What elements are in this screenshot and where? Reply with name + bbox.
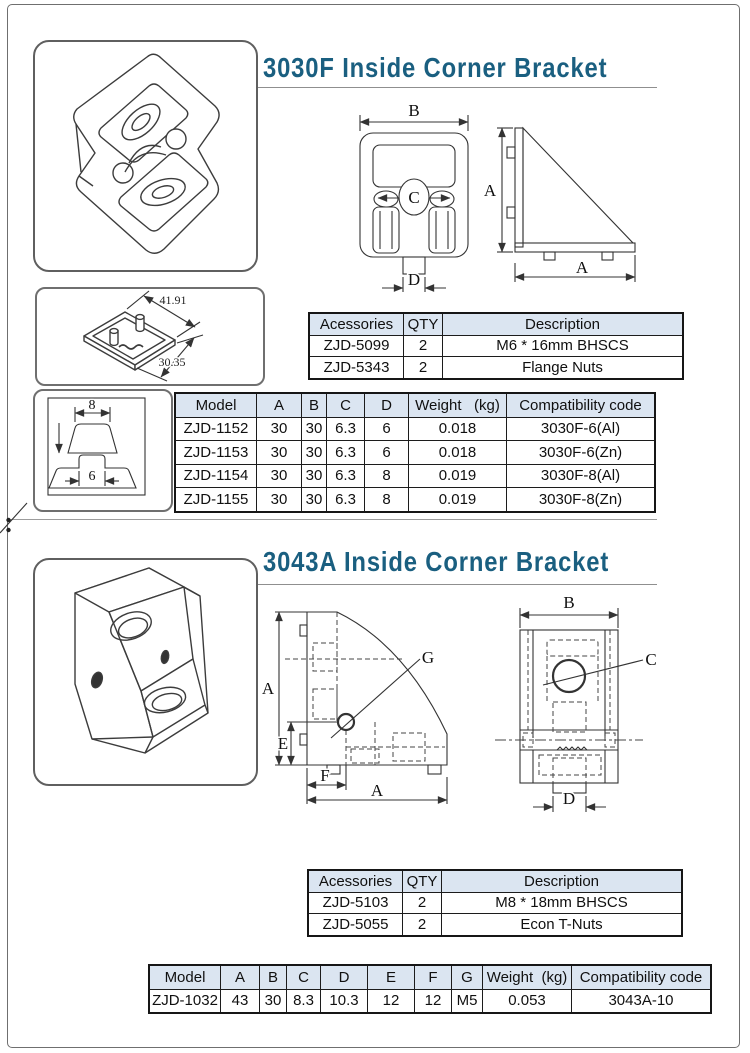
column-header: E (368, 965, 415, 989)
table-cell: 30 (302, 417, 327, 441)
column-header: Description (443, 313, 684, 335)
table-cell: 0.053 (483, 989, 572, 1013)
table-cell: 30 (257, 417, 302, 441)
table-cell: ZJD-1154 (175, 464, 257, 488)
section-divider-line (8, 519, 657, 520)
table-cell: 12 (368, 989, 415, 1013)
table-row (175, 441, 655, 465)
section1-profile-image-box (33, 389, 173, 512)
bracket-3030f-isometric-drawing (35, 42, 256, 270)
column-header: C (327, 393, 365, 417)
table-cell: 3030F-8(Al) (507, 464, 656, 488)
dim-label-C: C (408, 188, 420, 207)
models-table-3030f (174, 392, 656, 513)
dim-label-slot-top: 8 (88, 398, 96, 413)
plate-isometric-drawing (37, 289, 263, 384)
dim-label-plate-width: 30.35 (158, 355, 186, 369)
dim-label-G: G (421, 648, 435, 667)
table-cell: 6 (365, 417, 409, 441)
section1-dimension-drawing (340, 95, 650, 295)
table-cell: Econ T-Nuts (442, 914, 683, 936)
table-cell: 30 (257, 464, 302, 488)
column-header: B (302, 393, 327, 417)
table-cell: 30 (260, 989, 287, 1013)
table-cell: 0.019 (409, 464, 507, 488)
table-cell: 2 (404, 335, 443, 357)
table-cell: 2 (403, 914, 442, 936)
section1-title-underline (255, 87, 657, 88)
dim-label-E: E (277, 734, 289, 753)
table-cell: 3043A-10 (572, 989, 712, 1013)
table-header-row (149, 965, 711, 989)
column-header: Description (442, 870, 683, 892)
column-header: Weight (kg) (483, 965, 572, 989)
dim-label-B: B (408, 101, 420, 120)
table-row (149, 989, 711, 1013)
column-header: Weight (kg) (409, 393, 507, 417)
dim-label-A-horizontal: A (575, 258, 589, 277)
dim-label-plate-length: 41.91 (159, 293, 187, 307)
table-cell: 8.3 (287, 989, 321, 1013)
section1-plate-image-box (35, 287, 265, 386)
bracket-3043a-isometric-drawing (35, 560, 256, 784)
section2-title: 3043A Inside Corner Bracket (263, 546, 610, 577)
table-cell: ZJD-1152 (175, 417, 257, 441)
column-header: Acessories (308, 870, 403, 892)
models-table-3043a (148, 964, 712, 1014)
table-cell: 30 (302, 441, 327, 465)
section1-product-image-box (33, 40, 258, 272)
table-cell: 0.018 (409, 417, 507, 441)
table-row (308, 914, 682, 936)
dim-label-slot-bottom: 6 (88, 469, 96, 484)
dim-label-C2: C (645, 650, 657, 669)
table-cell: 3030F-8(Zn) (507, 488, 656, 512)
section1-title: 3030F Inside Corner Bracket (263, 52, 608, 83)
table-row (175, 417, 655, 441)
column-header: A (257, 393, 302, 417)
table-header-row (175, 393, 655, 417)
table-cell: 6 (365, 441, 409, 465)
table-cell: 3030F-6(Zn) (507, 441, 656, 465)
table-cell: 6.3 (327, 464, 365, 488)
table-row (309, 335, 683, 357)
table-cell: 12 (415, 989, 452, 1013)
dim-label-A-side: A (261, 679, 275, 698)
dim-label-D: D (407, 270, 421, 289)
accessories-table-3043a-grid (307, 869, 683, 937)
accessories-table-3043a (307, 869, 683, 937)
table-cell: ZJD-5103 (308, 892, 403, 914)
table-row (309, 357, 683, 379)
table-cell: ZJD-5343 (309, 357, 404, 379)
column-header: Compatibility code (572, 965, 712, 989)
accessories-table-3030f (308, 312, 684, 380)
accessories-table-3030f-grid (308, 312, 684, 380)
column-header: C (287, 965, 321, 989)
table-cell: 30 (257, 441, 302, 465)
column-header: D (321, 965, 368, 989)
dim-label-A-vertical: A (483, 181, 497, 200)
table-cell: 6.3 (327, 441, 365, 465)
section2-title-underline (255, 584, 657, 585)
table-cell: 30 (302, 488, 327, 512)
table-row (308, 892, 682, 914)
table-cell: 8 (365, 464, 409, 488)
table-header-row (308, 870, 682, 892)
table-cell: ZJD-1032 (149, 989, 221, 1013)
column-header: Compatibility code (507, 393, 656, 417)
table-cell: 6.3 (327, 488, 365, 512)
dim-label-B2: B (563, 593, 575, 612)
table-cell: ZJD-5055 (308, 914, 403, 936)
column-header: Model (175, 393, 257, 417)
table-cell: 0.018 (409, 441, 507, 465)
table-cell: M5 (452, 989, 483, 1013)
slot-profile-drawing (35, 391, 171, 510)
column-header: D (365, 393, 409, 417)
column-header: Model (149, 965, 221, 989)
section2-side-view-drawing (255, 597, 500, 815)
column-header: QTY (403, 870, 442, 892)
table-cell: 0.019 (409, 488, 507, 512)
table-row (175, 488, 655, 512)
column-header: G (452, 965, 483, 989)
column-header: A (221, 965, 260, 989)
dim-label-A-base: A (370, 781, 384, 800)
table-cell: ZJD-1153 (175, 441, 257, 465)
section2-product-image-box (33, 558, 258, 786)
table-cell: Flange Nuts (443, 357, 684, 379)
table-row (175, 464, 655, 488)
table-header-row (309, 313, 683, 335)
column-header: B (260, 965, 287, 989)
table-cell: ZJD-1155 (175, 488, 257, 512)
models-table-3043a-grid (148, 964, 712, 1014)
table-cell: 3030F-6(Al) (507, 417, 656, 441)
table-cell: ZJD-5099 (309, 335, 404, 357)
table-cell: 8 (365, 488, 409, 512)
section2-front-view-drawing (495, 590, 745, 818)
table-cell: 30 (302, 464, 327, 488)
column-header: Acessories (309, 313, 404, 335)
table-cell: M8 * 18mm BHSCS (442, 892, 683, 914)
table-cell: 10.3 (321, 989, 368, 1013)
models-table-3030f-grid (174, 392, 656, 513)
table-cell: 30 (257, 488, 302, 512)
column-header: QTY (404, 313, 443, 335)
table-cell: 2 (404, 357, 443, 379)
table-cell: 43 (221, 989, 260, 1013)
table-cell: 2 (403, 892, 442, 914)
table-cell: M6 * 16mm BHSCS (443, 335, 684, 357)
column-header: F (415, 965, 452, 989)
dim-label-F: F (320, 766, 330, 785)
dim-label-D2: D (562, 789, 576, 808)
table-cell: 6.3 (327, 417, 365, 441)
